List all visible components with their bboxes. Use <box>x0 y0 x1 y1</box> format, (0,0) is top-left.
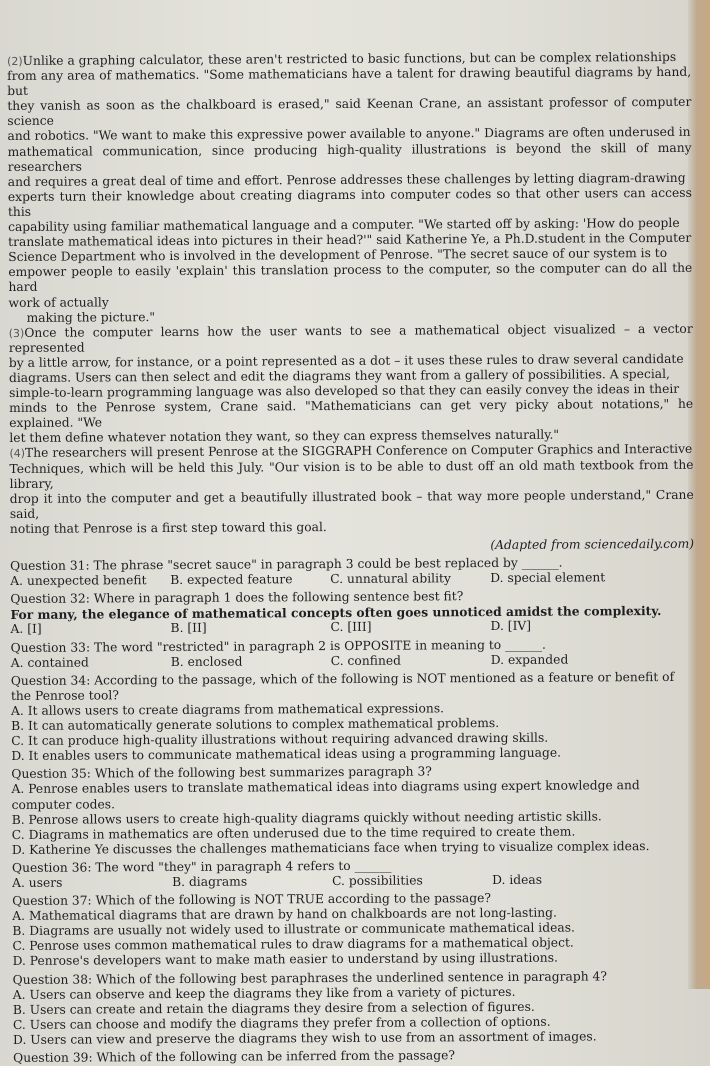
option-d[interactable]: D. Katherine Ye discusses the challenges mathematicians face when trying to visualize complex ideas. <box>11 838 650 857</box>
question-31 <box>10 555 694 589</box>
option-b[interactable]: B. Penrose allows users to create high-quality diagrams quickly without needing artistic skills. <box>11 808 602 827</box>
option-a[interactable]: A. Users can observe and keep the diagrams they like from a variety of pictures. <box>12 984 516 1002</box>
option-c[interactable]: C. [III] <box>330 620 372 635</box>
option-c[interactable]: C. Diagrams in mathematics are often underused due to the time required to create them. <box>11 824 576 842</box>
paragraph-2-line: and requires a great deal of time and effort. Penrose addresses these challenges by letting diagram-drawing <box>7 170 686 189</box>
paragraph-marker: (3) <box>8 326 25 340</box>
option-c[interactable]: C. Penrose uses common mathematical rules to draw diagrams for a mathematical object. <box>12 935 574 954</box>
option-d[interactable]: D. It enables users to communicate mathematical ideas using a programming language. <box>11 745 562 764</box>
option-c[interactable]: C. possibilities <box>332 873 423 888</box>
question-38 <box>13 968 697 1048</box>
question-37 <box>12 890 696 970</box>
question-36 <box>12 857 696 891</box>
option-c[interactable]: C. unnatural ability <box>330 571 451 587</box>
paragraph-2-line: (2)Unlike a graphing calculator, these aren't restricted to basic functions, but can be complex relationships <box>7 49 677 68</box>
options <box>11 651 695 670</box>
option-d[interactable]: D. [IV] <box>490 619 532 634</box>
paragraph-4 <box>9 442 694 537</box>
options <box>10 570 694 589</box>
paragraph-2-line: Science Department who is involved in the development of Penrose. "The secret sauce of our system is to <box>8 246 668 265</box>
question-39 <box>13 1047 697 1066</box>
options <box>12 872 696 891</box>
option-a[interactable]: A. [I] <box>10 622 42 637</box>
question-stem: Question 35: Which of the following best summarizes paragraph 3? <box>11 764 432 782</box>
question-35 <box>11 763 696 858</box>
question-32 <box>10 588 694 637</box>
option-c[interactable]: C. confined <box>330 653 402 668</box>
insert-sentence: For many, the elegance of mathematical concepts often goes unnoticed amidst the complexity. <box>10 603 662 623</box>
paragraph-3-line: simple-to-learn programming language was also developed so that they can easily convey the ideas in their <box>9 381 680 401</box>
paragraph-3 <box>9 322 694 447</box>
option-a[interactable]: A. contained <box>10 655 89 670</box>
option-d[interactable]: D. special element <box>490 570 606 586</box>
paragraph-3-line: minds to the Penrose system, Crane said. "Mathematicians can get very picky about notations," he explained. "We <box>9 396 694 431</box>
paragraph-2-line: translate mathematical ideas into pictures in their head?'" said Katherine Ye, a Ph.D.student in the Computer <box>8 230 692 250</box>
paragraph-2-line: mathematical communication, since producing high-quality illustrations is beyond the skill of many researchers <box>7 140 692 174</box>
question-stem: Question 39: Which of the following can be inferred from the passage? <box>13 1048 456 1065</box>
option-b[interactable]: B. enclosed <box>170 654 243 669</box>
paragraph-4-line: drop it into the computer and get a beautifully illustrated book – that way more people understand," Crane said, <box>9 487 694 521</box>
question-stem: Question 37: Which of the following is NOT TRUE according to the passage? <box>12 891 492 909</box>
option-d[interactable]: D. ideas <box>492 872 543 888</box>
source-citation: (Adapted from sciencedaily.com) <box>490 536 695 553</box>
paragraph-2-line: work of actually <box>8 294 109 310</box>
option-b[interactable]: B. Diagrams are usually not widely used to illustrate or communicate mathematical ideas. <box>12 920 575 939</box>
paragraph-marker: (2) <box>7 54 23 68</box>
paragraph-2 <box>7 50 693 326</box>
paragraph-3-line: (3)Once the computer learns how the user wants to see a mathematical object visualized – a vector represented <box>8 321 693 355</box>
question-stem: Question 33: The word "restricted" in paragraph 2 is OPPOSITE in meaning to ______. <box>10 637 546 655</box>
paragraph-4-line: (4)The researchers will present Penrose at the SIGGRAPH Conference on Computer Graphics and Interactive <box>9 442 693 461</box>
question-stem: Question 31: The phrase "secret sauce" in paragraph 3 could be best replaced by ______. <box>10 555 563 574</box>
paragraph-3-line: diagrams. Users can then select and edit the diagrams they want from a gallery of possibilities. A special, <box>8 366 670 385</box>
question-33 <box>11 636 695 670</box>
paragraph-2-line: from any area of mathematics. "Some mathematicians have a talent for drawing beautiful diagrams by hand, but <box>7 64 692 99</box>
paragraph-marker: (4) <box>9 447 26 461</box>
paragraph-2-line: empower people to easily 'explain' this translation process to the computer, so the computer can do all the hard <box>8 261 693 295</box>
options <box>13 983 697 1048</box>
option-b[interactable]: B. It can automatically generate solutions to complex mathematical problems. <box>11 716 500 734</box>
option-d[interactable]: D. expanded <box>490 652 569 667</box>
paragraph-2-line: they vanish as soon as the chalkboard is erased," said Keenan Crane, an assistant professor of computer science <box>7 95 692 129</box>
worksheet-page <box>7 50 697 1066</box>
option-b[interactable]: B. Users can create and retain the diagrams they desire from a selection of figures. <box>12 999 535 1017</box>
paragraph-2-line: capability using familiar mathematical language and a computer. "We started off by asking: 'How do people <box>8 215 680 235</box>
option-d[interactable]: D. Users can view and preserve the diagrams they wish to use from an assortment of images. <box>12 1029 597 1047</box>
options <box>10 618 694 637</box>
option-a[interactable]: A. Penrose enables users to translate mathematical ideas into diagrams using expert knowledge and computer codes. <box>11 778 640 812</box>
paragraph-3-line: let them define whatever notation they want, so they can express themselves naturally." <box>9 427 560 446</box>
option-d[interactable]: D. Penrose's developers want to make math easier to understand by using illustrations. <box>12 951 558 969</box>
paragraph-4-line: noting that Penrose is a first step toward this goal. <box>9 519 327 536</box>
option-b[interactable]: B. [II] <box>170 621 207 636</box>
option-a[interactable]: A. unexpected benefit <box>10 573 147 589</box>
question-stem: Question 36: The word "they" in paragraph 4 refers to ______ <box>11 858 392 875</box>
paragraph-2-line: making the picture." <box>26 309 156 325</box>
options <box>11 700 695 765</box>
paragraph-2-line: and robotics. "We want to make this expressive power available to anyone." Diagrams are often underused in <box>7 125 691 144</box>
question-stem: Question 38: Which of the following best paraphrases the underlined sentence in paragraph 4? <box>12 968 607 987</box>
paragraph-4-line: Techniques, which will be held this July. "Our vision is to be able to dust off an old math textbook from the library, <box>9 457 694 491</box>
option-b[interactable]: B. expected feature <box>170 572 293 588</box>
option-a[interactable]: A. It allows users to create diagrams from mathematical expressions. <box>10 701 445 718</box>
option-a[interactable]: A. Mathematical diagrams that are drawn by hand on chalkboards are not long-lasting. <box>12 905 557 924</box>
option-b[interactable]: B. diagrams <box>172 874 248 889</box>
options <box>12 905 696 970</box>
option-c[interactable]: C. It can produce high-quality illustrations without requiring advanced drawing skills. <box>11 730 549 749</box>
option-a[interactable]: A. users <box>12 875 63 890</box>
question-stem: Question 32: Where in paragraph 1 does the following sentence best fit? <box>10 589 464 607</box>
options <box>11 778 695 858</box>
question-stem: Question 34: According to the passage, which of the following is NOT mentioned as a feature or benefit of the Penrose tool? <box>10 669 675 703</box>
question-34 <box>11 670 696 765</box>
option-c[interactable]: C. Users can choose and modify the diagrams they prefer from a collection of options. <box>12 1014 551 1032</box>
paragraph-2-line: experts turn their knowledge about creating diagrams into computer codes so that other users can access this <box>7 185 692 219</box>
paragraph-3-line: by a little arrow, for instance, or a point represented as a dot – it uses these rules to draw several candidate <box>8 351 684 370</box>
